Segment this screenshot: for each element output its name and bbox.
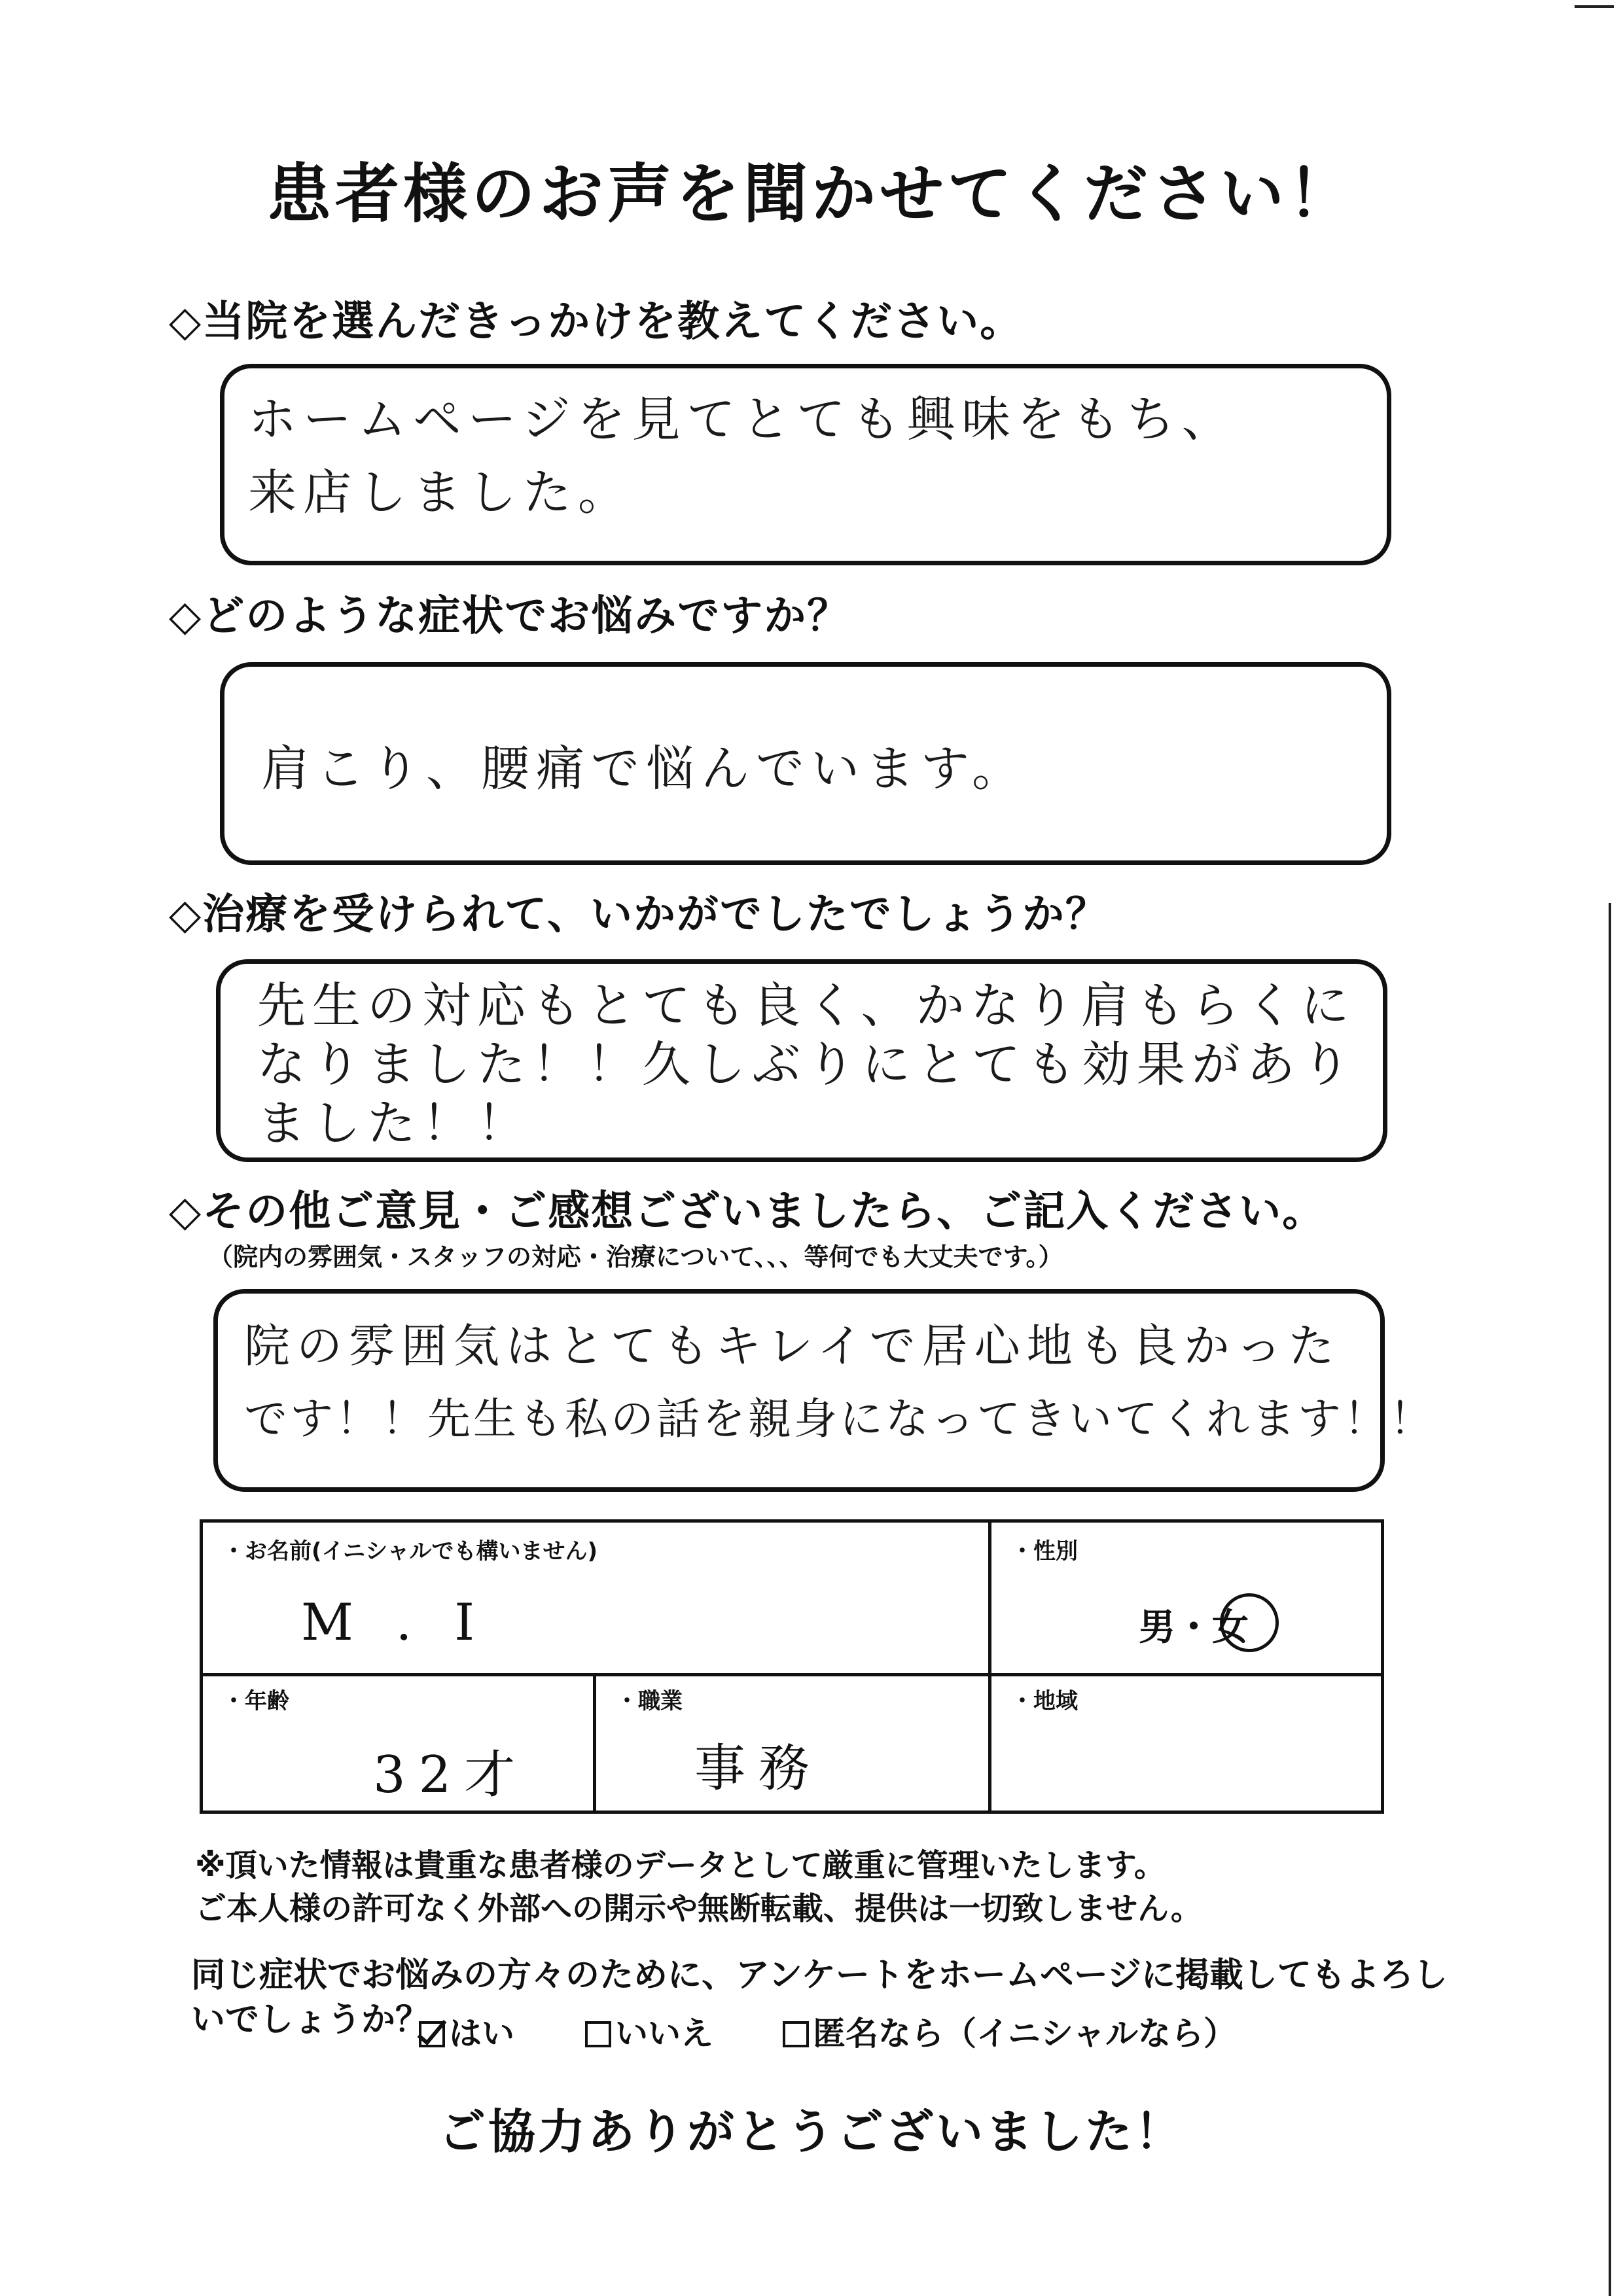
age-cell	[203, 1676, 593, 1814]
question-3-label: ◇治療を受けられて、いかがでしたでしょうか？	[169, 891, 1109, 939]
answer-box-1	[220, 364, 1391, 565]
answer-4-line-1: 院の雰囲気はとてもキレイで居心地も良かった	[244, 1319, 1341, 1373]
gender-male: 男	[1139, 1606, 1175, 1649]
answer-box-4	[213, 1289, 1435, 1492]
answer-3-line-3: ました！！	[257, 1095, 532, 1152]
answer-4-line-2: です！！先生も私の話を親身になってきいてくれます！！	[244, 1394, 1435, 1444]
checkbox-yes-checked[interactable]	[419, 2021, 445, 2047]
gender-separator: ・	[1175, 1606, 1212, 1649]
age-label: ・年齢	[223, 1688, 289, 1714]
disclaimer-line-1: ※頂いた情報は貴重な患者様のデータとして厳重に管理いたします。	[195, 1847, 1166, 1884]
consent-option-yes-label: はい	[449, 2015, 514, 2053]
gender-label: ・性別	[1011, 1538, 1078, 1564]
disclaimer-line-2: ご本人様の許可なく外部への開示や無断転載、提供は一切致しません。	[195, 1890, 1202, 1927]
consent-option-yes[interactable]	[419, 2007, 514, 2055]
answer-box-2	[220, 662, 1391, 865]
name-label: ・お名前(イニシャルでも構いません)	[223, 1538, 598, 1564]
question-1-label: ◇当院を選んだきっかけを教えてください。	[169, 298, 1024, 346]
scan-edge-line	[1609, 903, 1611, 2296]
consent-question-line-1: 同じ症状でお悩みの方々のために、アンケートをホームページに掲載してもよろし	[191, 1956, 1448, 1995]
job-value: 事務	[694, 1739, 823, 1798]
age-value: 32才	[373, 1746, 529, 1805]
region-label: ・地域	[1011, 1688, 1078, 1714]
checkbox-no[interactable]	[585, 2021, 611, 2047]
name-value: M . I	[301, 1593, 488, 1652]
checkbox-anonymous[interactable]	[783, 2021, 809, 2047]
answer-2-line-1: 肩こり、腰痛で悩んでいます。	[261, 741, 1027, 797]
gender-cell	[991, 1523, 1384, 1673]
scan-edge-mark	[1575, 5, 1614, 8]
question-4-note: （院内の雰囲気・スタッフの対応・治療について、、、等何でも大丈夫です。）	[208, 1243, 1063, 1271]
consent-option-no-label: いいえ	[615, 2015, 713, 2053]
consent-question-line-2: いでしょうか？	[191, 2000, 430, 2040]
consent-option-no[interactable]	[585, 2007, 713, 2055]
page-title: 患者様のお声を聞かせてください！	[266, 157, 1356, 232]
question-4-label: ◇その他ご意見・ご感想ございましたら、ご記入ください。	[169, 1188, 1326, 1236]
gender-selected-circle	[1220, 1593, 1279, 1652]
patient-info-table	[200, 1519, 1384, 1814]
answer-3-line-2: なりました！！久しぶりにとても効果があり	[257, 1036, 1357, 1093]
answer-box-3	[216, 959, 1387, 1162]
thanks-message: ご協力ありがとうございました！	[438, 2104, 1185, 2159]
job-cell	[596, 1676, 989, 1814]
question-2-label: ◇どのような症状でお悩みですか？	[169, 592, 851, 641]
answer-1-line-2: 来店しました。	[248, 465, 633, 521]
answer-3-line-1: 先生の対応もとても良く、かなり肩もらくに	[257, 978, 1356, 1034]
gender-female: 女	[1212, 1606, 1249, 1649]
region-cell	[991, 1676, 1384, 1814]
name-cell	[203, 1523, 988, 1673]
answer-1-line-1: ホームページを見てとても興味をもち、	[248, 391, 1237, 448]
consent-option-anonymous-label: 匿名なら（イニシャルなら）	[813, 2015, 1236, 2053]
job-label: ・職業	[616, 1688, 683, 1714]
consent-option-anonymous[interactable]	[783, 2007, 1236, 2055]
